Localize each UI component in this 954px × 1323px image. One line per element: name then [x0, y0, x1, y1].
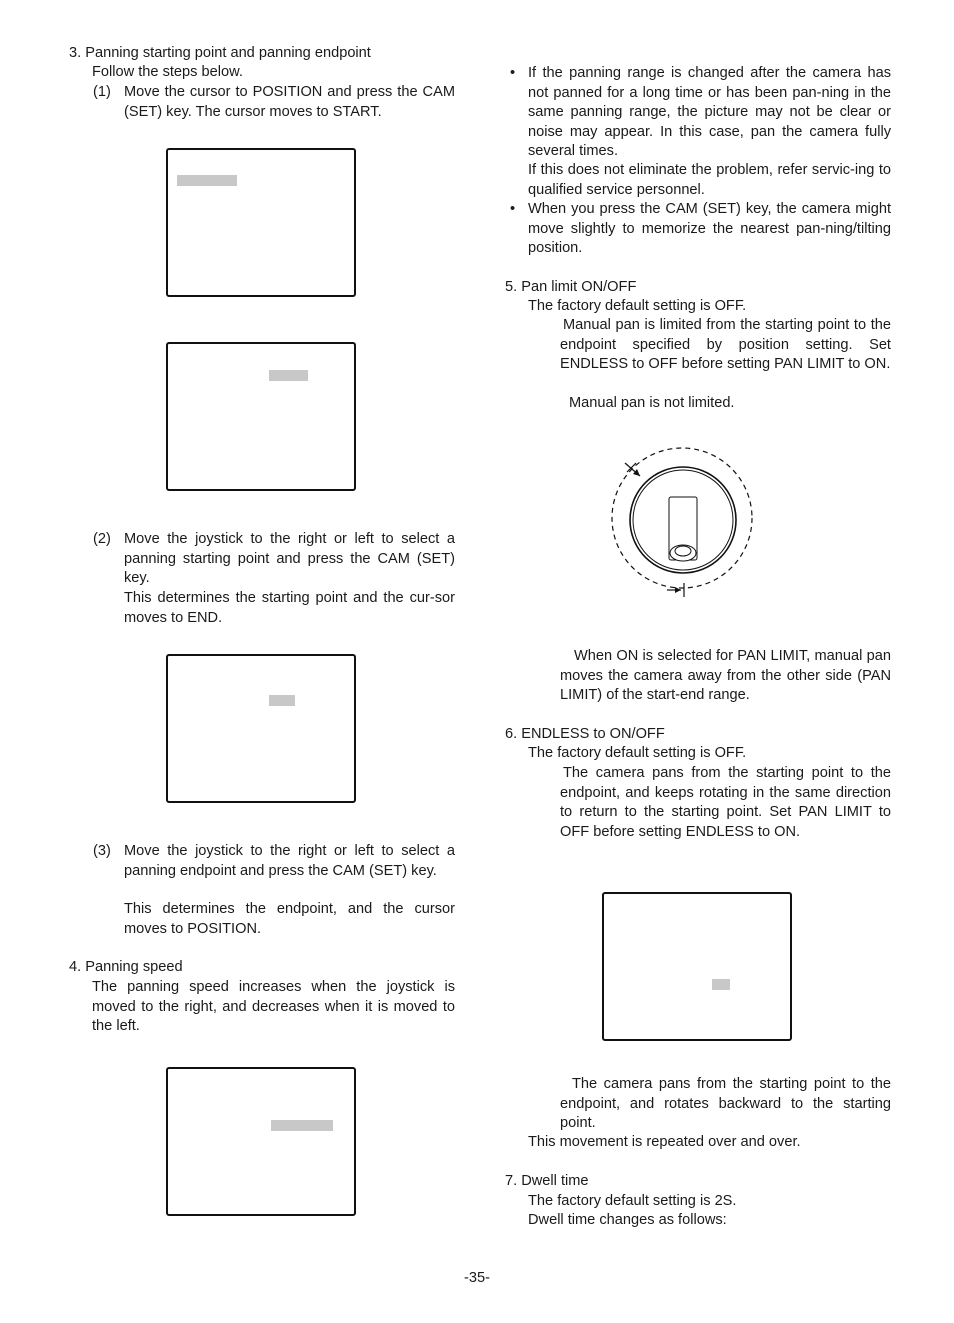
bullet-2-text: When you press the CAM (SET) key, the camera might move slightly to memorize the nearest pan-ning/tilting position. — [528, 201, 891, 256]
item-4-title: 4. Panning speed — [69, 959, 183, 975]
step-1-text: Move the cursor to POSITION and press the CAM (SET) key. The cursor moves to START. — [124, 84, 455, 120]
item-6-on-text: The camera pans from the starting point to the endpoint, and keeps rotating in the same direction to return to the starting point. Set PAN LIMIT to OFF before setting ENDLESS to ON. — [560, 765, 891, 840]
item-7-title: 7. Dwell time — [505, 1173, 589, 1189]
osd-screen-3 — [166, 654, 356, 803]
item-5-note: When ON is selected for PAN LIMIT, manual pan moves the camera away from the other side (PAN LIMIT) of the start-end range. — [560, 648, 891, 703]
step-3-text: Move the joystick to the right or left to select a panning endpoint and press the CAM (SET) key. — [124, 843, 455, 879]
bullet-1-text: If the panning range is changed after the camera has not panned for a long time or has been pan-ning in the same panning range, the picture may not be clear or noise may appear. In this case, pan the camera fully several times. — [528, 65, 891, 159]
item-5-off-text: Manual pan is not limited. — [569, 395, 735, 411]
cursor-highlight — [712, 979, 730, 990]
pan-limit-diagram — [605, 443, 765, 603]
step-1-number: (1) — [93, 84, 111, 100]
page-number: -35- — [464, 1270, 490, 1286]
cursor-highlight — [177, 175, 237, 186]
cursor-highlight — [269, 370, 308, 381]
item-6-repeat: This movement is repeated over and over. — [528, 1134, 801, 1150]
item-4-text: The panning speed increases when the joystick is moved to the right, and decreases when it is moved to the left. — [92, 979, 455, 1034]
item-7-default: The factory default setting is 2S. — [528, 1193, 737, 1209]
item-5-default: The factory default setting is OFF. — [528, 298, 747, 314]
item-5-on-text: Manual pan is limited from the starting point to the endpoint specified by position setting. Set ENDLESS to OFF before setting PAN LIMIT to ON. — [560, 317, 891, 372]
item-3-intro: Follow the steps below. — [92, 64, 243, 80]
bullet-1-note: If this does not eliminate the problem, refer servic-ing to qualified service personnel. — [528, 162, 891, 198]
item-6-default: The factory default setting is OFF. — [528, 745, 747, 761]
cursor-highlight — [269, 695, 295, 706]
camera-lens — [670, 545, 696, 561]
item-6-title: 6. ENDLESS to ON/OFF — [505, 726, 665, 742]
item-6-off-text: The camera pans from the starting point to the endpoint, and rotates backward to the starting point. — [560, 1076, 891, 1131]
osd-screen-5 — [602, 892, 792, 1041]
step-3-note: This determines the endpoint, and the cursor moves to POSITION. — [124, 901, 455, 937]
cursor-highlight — [271, 1120, 333, 1131]
osd-screen-2 — [166, 342, 356, 491]
step-3-number: (3) — [93, 843, 111, 859]
item-3-title: 3. Panning starting point and panning endpoint — [69, 45, 371, 61]
osd-screen-4 — [166, 1067, 356, 1216]
bullet-1-mark: • — [510, 65, 516, 81]
osd-screen-1 — [166, 148, 356, 297]
step-2-number: (2) — [93, 531, 111, 547]
item-7-text: Dwell time changes as follows: — [528, 1212, 727, 1228]
bullet-2-mark: • — [510, 201, 516, 217]
step-2-text: Move the joystick to the right or left to select a panning starting point and press the CAM (SET) key. — [124, 531, 455, 586]
item-5-title: 5. Pan limit ON/OFF — [505, 279, 637, 295]
step-2-note: This determines the starting point and the cur-sor moves to END. — [124, 590, 455, 626]
